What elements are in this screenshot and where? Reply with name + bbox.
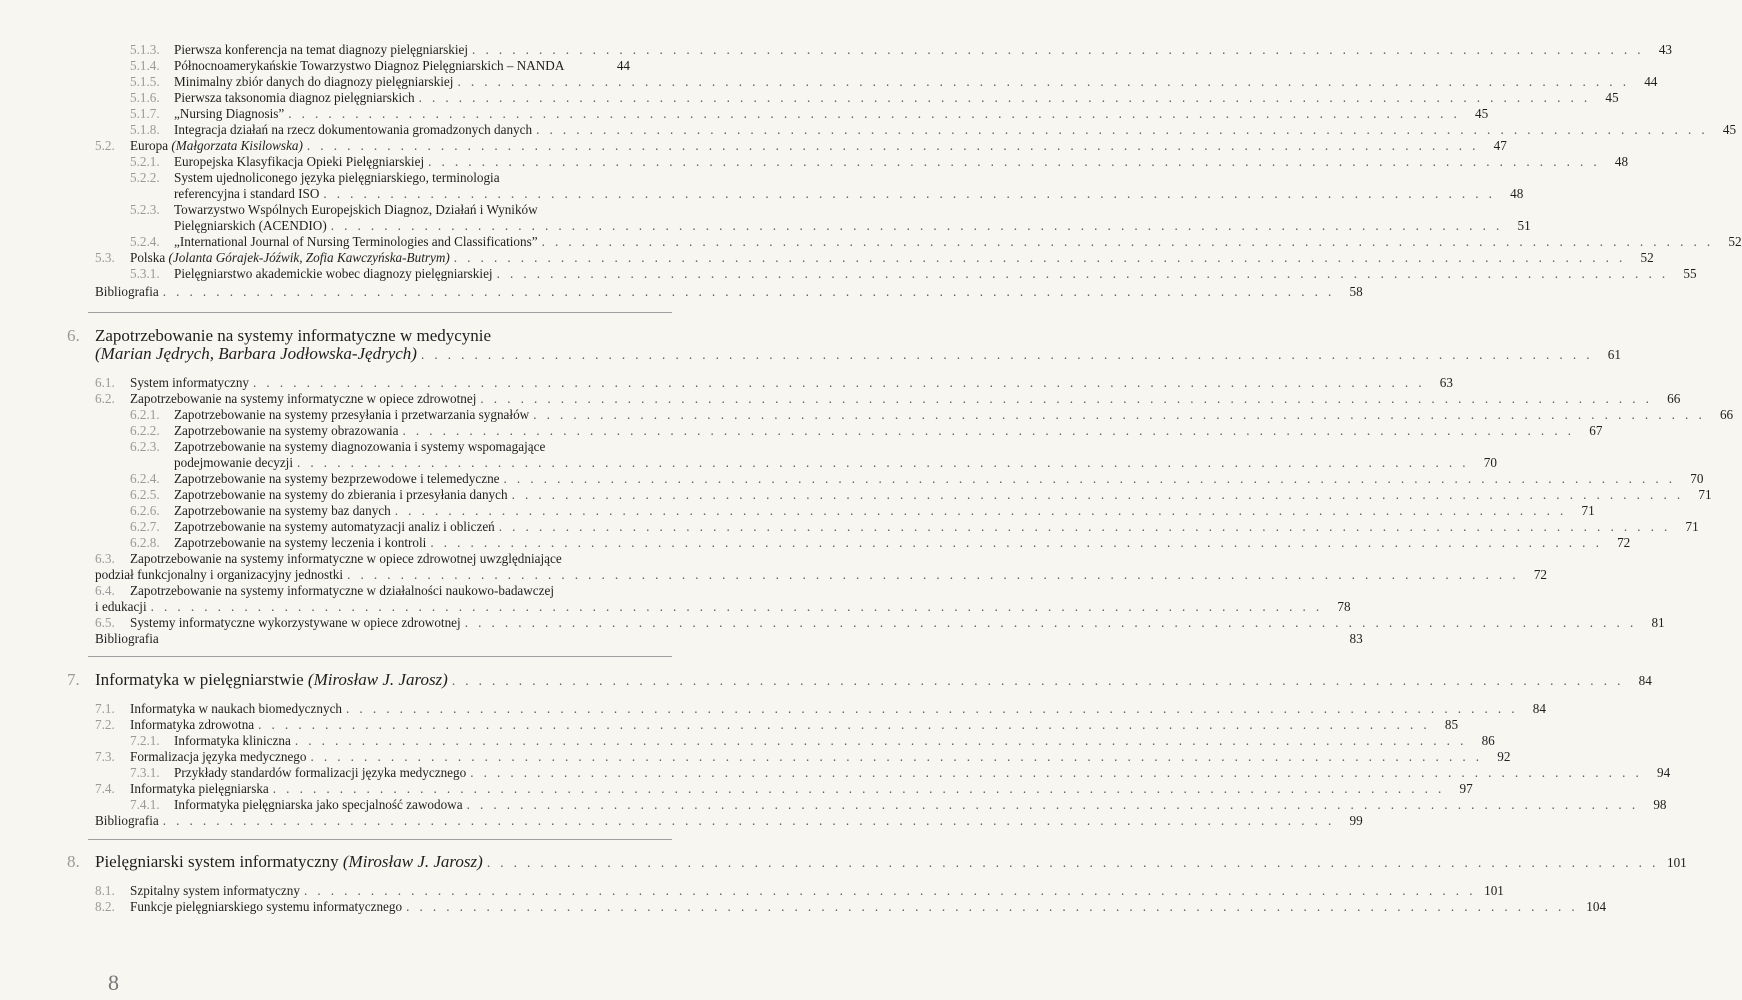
leader-dots [249, 375, 1425, 391]
entry-title: Informatyka zdrowotna [130, 717, 255, 732]
entry-number: 6.2.7. [130, 519, 160, 534]
chapter-author: (Mirosław J. Jarosz) [342, 852, 483, 871]
entry-number: 6.2.1. [130, 407, 160, 422]
section-divider [88, 656, 672, 657]
chapter-number: 6. [67, 326, 80, 345]
leader-dots [424, 154, 1600, 170]
chapter-heading [95, 670, 1652, 691]
entry-page: 83 [1349, 631, 1363, 646]
entry-number: 5.3. [95, 250, 115, 265]
entry-number: 6.2.2. [130, 423, 160, 438]
chapter-author: (Mirosław J. Jarosz) [307, 670, 448, 689]
leader-dots [269, 781, 1445, 797]
entry-title: Informatyka pielęgniarska [130, 781, 269, 796]
leader-dots [147, 599, 1323, 615]
entry-title: Informatyka pielęgniarska jako specjalność zawodowa [174, 797, 463, 812]
chapter-page: 84 [1638, 673, 1652, 688]
entry-title: Zapotrzebowanie na systemy informatyczne w opiece zdrowotnej [130, 391, 477, 406]
chapter-title-text: Pielęgniarski system informatyczny [95, 852, 339, 871]
toc-entry [130, 106, 1489, 122]
entry-title: Północnoamerykańskie Towarzystwo Diagnoz Pielęgniarskich – NANDA [174, 58, 565, 73]
entry-title-line2: podejmowanie decyzji [174, 455, 294, 470]
entry-number: 5.1.6. [130, 90, 160, 105]
toc-entry [130, 423, 1603, 439]
entry-page: 85 [1444, 717, 1459, 732]
entry-title-text: Polska [130, 250, 166, 265]
chapter-number: 8. [67, 852, 80, 871]
toc-entry [95, 717, 1459, 733]
entry-page: 78 [1337, 599, 1351, 614]
leader-dots [500, 471, 1676, 487]
entry-title: „Nursing Diagnosis” [174, 106, 285, 121]
toc-entry-continued [95, 599, 1351, 615]
entry-number: 5.1.3. [130, 42, 160, 57]
leader-dots [398, 423, 1574, 439]
entry-page: 63 [1439, 375, 1453, 390]
entry-page: 66 [1667, 391, 1681, 406]
entry-page: 58 [1349, 284, 1363, 299]
entry-title: Bibliografia [95, 631, 159, 646]
leader-dots [476, 391, 1652, 407]
entry-page: 84 [1532, 701, 1546, 716]
entry-page: 45 [1475, 106, 1489, 121]
entry-page: 43 [1658, 42, 1672, 57]
entry-number: 5.1.7. [130, 106, 160, 121]
entry-title: Pielęgniarstwo akademickie wobec diagnozy pielęgniarskiej [174, 266, 493, 281]
entry-title: Zapotrzebowanie na systemy bezprzewodowe i telemedyczne [174, 471, 500, 486]
chapter-heading [95, 852, 1687, 873]
leader-dots [538, 234, 1714, 250]
toc-entry [95, 899, 1607, 915]
entry-number: 7.2.1. [130, 733, 160, 748]
entry-page: 81 [1651, 615, 1665, 630]
entry-page: 92 [1497, 749, 1511, 764]
toc-entry [130, 202, 630, 218]
entry-number: 5.3.1. [130, 266, 160, 281]
entry-title: Zapotrzebowanie na systemy informatyczne w opiece zdrowotnej uwzględniające [130, 551, 562, 566]
toc-entry [130, 407, 1734, 423]
toc-entry-continued [95, 567, 1548, 583]
toc-entry [130, 122, 1737, 138]
entry-title: Pierwsza konferencja na temat diagnozy pielęgniarskiej [174, 42, 469, 57]
entry-number: 5.2.4. [130, 234, 160, 249]
entry-title: Szpitalny system informatyczny [130, 883, 300, 898]
entry-title-line2: Pielęgniarskich (ACENDIO) [174, 218, 327, 233]
entry-page: 66 [1719, 407, 1734, 422]
toc-entry [130, 487, 1712, 503]
entry-number: 7.3.1. [130, 765, 160, 780]
leader-dots [466, 765, 1642, 781]
toc-entry [95, 551, 630, 567]
toc-entry-continued [174, 455, 1497, 471]
leader-dots [532, 122, 1708, 138]
entry-page: 99 [1349, 813, 1363, 828]
entry-title: Zapotrzebowanie na systemy leczenia i kontroli [174, 535, 427, 550]
entry-page: 71 [1581, 503, 1595, 518]
entry-title: Zapotrzebowanie na systemy obrazowania [174, 423, 399, 438]
toc-entry [130, 42, 1672, 58]
chapter-heading [95, 326, 630, 346]
leader-dots [391, 503, 1567, 519]
entry-number: 6.2. [95, 391, 115, 406]
leader-dots [327, 218, 1503, 234]
entry-title: „International Journal of Nursing Terminologies and Classifications” [174, 234, 538, 249]
entry-number: 8.2. [95, 899, 115, 914]
entry-title: Zapotrzebowanie na systemy do zbierania i przesyłania danych [174, 487, 508, 502]
toc-entry [130, 266, 1697, 282]
entry-page: 70 [1690, 471, 1704, 486]
chapter-title: Zapotrzebowanie na systemy informatyczne w medycynie [95, 326, 492, 345]
leader-dots [343, 567, 1519, 583]
toc-entry [95, 375, 1453, 391]
entry-number: 5.1.5. [130, 74, 160, 89]
entry-number: 7.2. [95, 717, 115, 732]
entry-number: 5.2.3. [130, 202, 160, 217]
entry-title: Integracja działań na rzecz dokumentowania gromadzonych danych [174, 122, 533, 137]
leader-dots [306, 749, 1482, 765]
entry-page: 94 [1656, 765, 1671, 780]
toc-entry [95, 138, 1507, 154]
chapter-author: (Marian Jędrych, Barbara Jodłowska-Jędrych) [95, 344, 417, 363]
entry-number: 6.2.6. [130, 503, 160, 518]
leader-dots [415, 90, 1591, 106]
toc-entry [130, 733, 1495, 749]
toc-entry [130, 503, 1595, 519]
entry-title: Informatyka kliniczna [174, 733, 291, 748]
entry-author: (Małgorzata Kisilowska) [171, 138, 303, 153]
entry-page: 72 [1533, 567, 1548, 582]
entry-title: Pierwsza taksonomia diagnoz pielęgniarskich [174, 90, 415, 105]
leader-dots [483, 853, 1659, 873]
leader-dots [495, 519, 1671, 535]
section-divider [88, 839, 672, 840]
entry-page: 45 [1605, 90, 1619, 105]
entry-title: System informatyczny [130, 375, 250, 390]
leader-dots [254, 717, 1430, 733]
entry-title: Zapotrzebowanie na systemy diagnozowania i systemy wspomagające [174, 439, 546, 454]
leader-dots [159, 284, 1335, 300]
toc-bibliography [95, 813, 1363, 829]
entry-page: 86 [1481, 733, 1495, 748]
entry-page: 71 [1698, 487, 1712, 502]
entry-number: 7.4.1. [130, 797, 160, 812]
entry-author: (Jolanta Górajek-Jóźwik, Zofia Kawczyńska-Butrym) [168, 250, 450, 265]
entry-page: 55 [1683, 266, 1697, 281]
toc-entry [95, 883, 1504, 899]
leader-dots [291, 733, 1467, 749]
entry-page: 98 [1653, 797, 1667, 812]
entry-number: 7.1. [95, 701, 115, 716]
entry-page: 48 [1510, 186, 1524, 201]
chapter-page: 61 [1607, 347, 1621, 362]
entry-number: 6.2.4. [130, 471, 160, 486]
toc-bibliography [95, 631, 1363, 647]
entry-number: 7.4. [95, 781, 115, 796]
leader-dots [319, 186, 1495, 202]
leader-dots [529, 407, 1705, 423]
entry-title: Minimalny zbiór danych do diagnozy pielęgniarskiej [174, 74, 454, 89]
entry-page: 52 [1640, 250, 1654, 265]
chapter-number: 7. [67, 670, 80, 689]
entry-page: 44 [1644, 74, 1658, 89]
leader-dots [508, 487, 1684, 503]
toc-entry [95, 391, 1681, 407]
entry-page: 51 [1517, 218, 1531, 233]
entry-title [130, 250, 450, 266]
toc-entry [95, 749, 1511, 765]
entry-number: 6.5. [95, 615, 115, 630]
entry-number: 6.2.5. [130, 487, 160, 502]
entry-title-line2: podział funkcjonalny i organizacyjny jednostki [95, 567, 344, 582]
entry-number: 7.3. [95, 749, 115, 764]
entry-title: Formalizacja języka medycznego [130, 749, 307, 764]
toc-entry [130, 154, 1629, 170]
entry-title: Towarzystwo Wspólnych Europejskich Diagnoz, Działań i Wyników [174, 202, 538, 217]
entry-title: Europejska Klasyfikacja Opieki Pielęgniarskiej [174, 154, 425, 169]
toc-entry [95, 583, 630, 599]
entry-number: 5.2.2. [130, 170, 160, 185]
leader-dots [461, 615, 1637, 631]
toc-entry [130, 58, 630, 74]
leader-dots [293, 455, 1469, 471]
entry-title: Bibliografia [95, 813, 159, 828]
entry-number: 6.2.8. [130, 535, 160, 550]
section-divider [88, 312, 672, 313]
page-number: 8 [108, 970, 119, 995]
entry-title: Zapotrzebowanie na systemy automatyzacji analiz i obliczeń [174, 519, 495, 534]
entry-page: 52 [1728, 234, 1742, 249]
toc-entry-continued [174, 186, 1524, 202]
entry-page: 71 [1685, 519, 1699, 534]
entry-number: 5.2.1. [130, 154, 160, 169]
chapter-heading-author [95, 344, 1621, 365]
entry-page: 104 [1586, 899, 1607, 914]
entry-number: 6.1. [95, 375, 115, 390]
entry-title: Zapotrzebowanie na systemy baz danych [174, 503, 391, 518]
leader-dots [493, 266, 1669, 282]
toc-entry [95, 701, 1546, 717]
toc-entry [130, 234, 1742, 250]
entry-title: Informatyka w naukach biomedycznych [130, 701, 343, 716]
entry-title-line2: referencyjna i standard ISO [174, 186, 320, 201]
toc-entry [130, 90, 1619, 106]
leader-dots [453, 74, 1629, 90]
entry-page: 72 [1617, 535, 1631, 550]
leader-dots [426, 535, 1602, 551]
toc-entry [130, 439, 630, 455]
entry-page: 97 [1459, 781, 1473, 796]
leader-dots [402, 899, 1578, 915]
toc-entry [130, 765, 1671, 781]
toc-entry [130, 797, 1667, 813]
entry-title: Zapotrzebowanie na systemy informatyczne w działalności naukowo-badawczej [130, 583, 555, 598]
entry-title: Bibliografia [95, 284, 159, 299]
entry-title: Funkcje pielęgniarskiego systemu informatycznego [130, 899, 403, 914]
toc-entry [130, 471, 1704, 487]
entry-title: Przykłady standardów formalizacji języka medycznego [174, 765, 467, 780]
toc-entry [130, 535, 1631, 551]
entry-page: 101 [1484, 883, 1504, 898]
entry-number: 5.1.8. [130, 122, 160, 137]
chapter-page: 101 [1666, 855, 1687, 870]
entry-page: 48 [1614, 154, 1629, 169]
leader-dots [159, 813, 1335, 829]
entry-page: 44 [616, 58, 630, 73]
leader-dots [303, 138, 1479, 154]
chapter-title [95, 670, 448, 690]
leader-dots [448, 671, 1624, 691]
entry-number: 6.4. [95, 583, 115, 598]
entry-title-text: Europa [130, 138, 169, 153]
entry-title [130, 138, 303, 154]
toc-entry [130, 170, 630, 186]
chapter-title [95, 852, 483, 872]
toc-bibliography [95, 284, 1363, 300]
leader-dots [300, 883, 1476, 899]
entry-title: Systemy informatyczne wykorzystywane w opiece zdrowotnej [130, 615, 461, 630]
toc-entry [130, 74, 1658, 90]
leader-dots [342, 701, 1518, 717]
leader-dots [450, 250, 1626, 266]
entry-page: 45 [1722, 122, 1737, 137]
leader-dots [284, 106, 1460, 122]
toc-entry [95, 250, 1654, 266]
entry-title: Zapotrzebowanie na systemy przesyłania i przetwarzania sygnałów [174, 407, 530, 422]
entry-number: 6.3. [95, 551, 115, 566]
entry-title: System ujednoliconego języka pielęgniarskiego, terminologia [174, 170, 500, 185]
leader-dots [468, 42, 1644, 58]
entry-number: 5.2. [95, 138, 115, 153]
toc-entry-continued [174, 218, 1531, 234]
entry-number: 6.2.3. [130, 439, 160, 454]
entry-number: 8.1. [95, 883, 115, 898]
entry-title-line2: i edukacji [95, 599, 147, 614]
leader-dots [463, 797, 1639, 813]
toc-entry [95, 615, 1665, 631]
toc-entry [130, 519, 1699, 535]
entry-number: 5.1.4. [130, 58, 160, 73]
toc-entry [95, 781, 1473, 797]
chapter-title-text: Informatyka w pielęgniarstwie [95, 670, 304, 689]
leader-dots [417, 345, 1593, 365]
entry-page: 47 [1493, 138, 1507, 153]
entry-page: 67 [1589, 423, 1603, 438]
entry-page: 70 [1483, 455, 1497, 470]
